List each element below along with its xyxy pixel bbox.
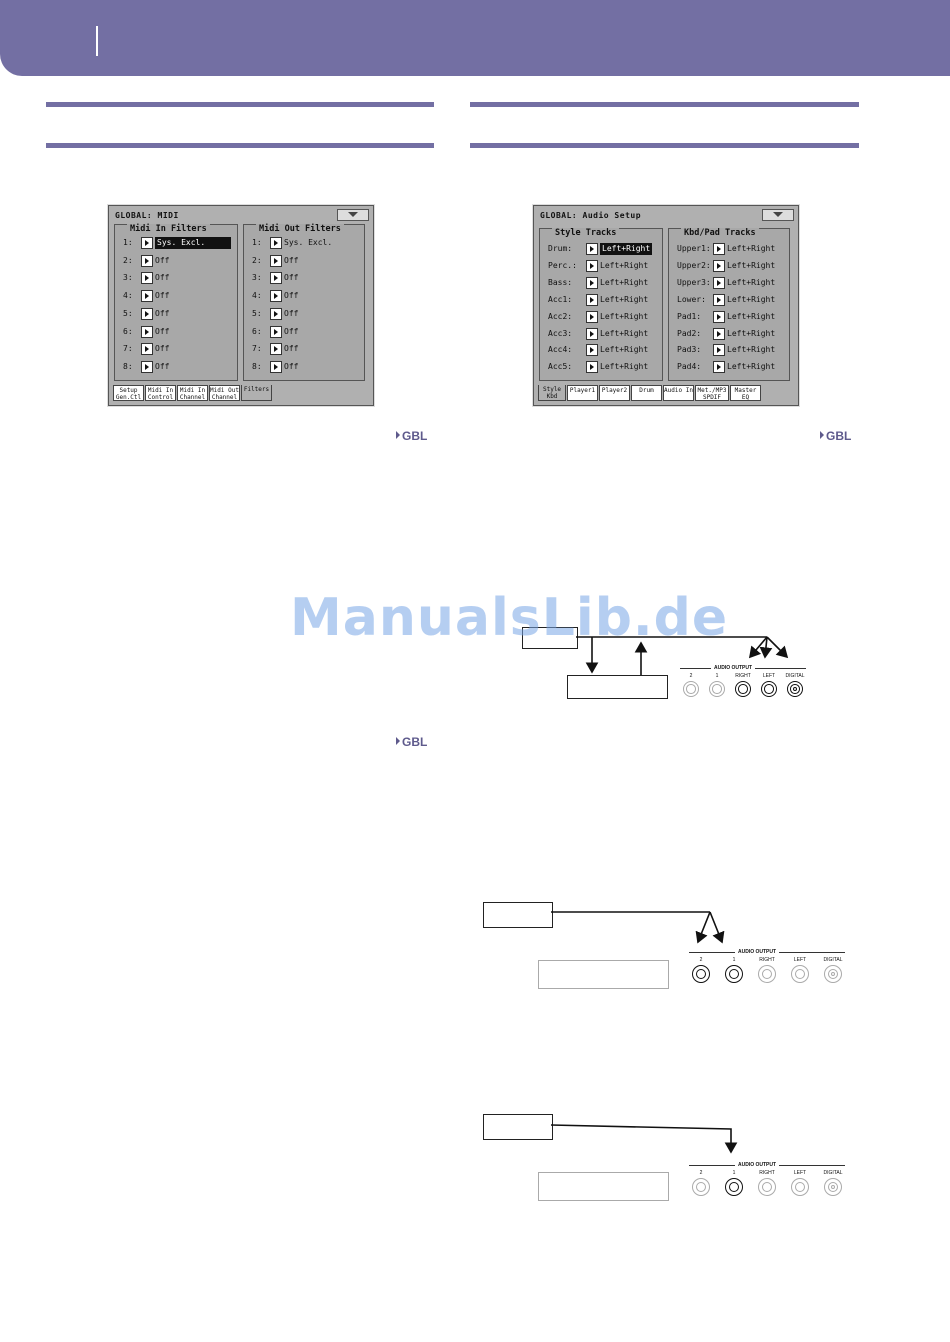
style-tracks-title: Style Tracks: [552, 228, 619, 238]
tab-label-line2: Kbd: [546, 393, 558, 400]
filter-value[interactable]: Off: [155, 273, 170, 283]
filter-value[interactable]: Sys. Excl.: [284, 238, 333, 247]
filter-value[interactable]: Off: [284, 308, 299, 318]
filter-number: 3:: [252, 273, 262, 283]
jack-label: RIGHT: [759, 957, 775, 963]
track-output-value[interactable]: Left+Right: [600, 362, 649, 372]
filter-number: 1:: [123, 238, 133, 247]
tab-label: Setup: [119, 387, 138, 394]
tab-label-line2: EQ: [741, 394, 750, 401]
track-output-value[interactable]: Left+Right: [600, 345, 649, 355]
output-jack-icon: [791, 1178, 809, 1196]
jack-label: LEFT: [793, 957, 807, 963]
track-label: Upper3:: [677, 277, 711, 287]
filter-value[interactable]: Off: [284, 326, 299, 336]
filter-value[interactable]: Off: [284, 291, 299, 301]
track-output-value[interactable]: Left+Right: [727, 244, 776, 253]
jack-label: 1: [715, 673, 719, 679]
filter-number: 6:: [252, 326, 262, 336]
filter-number: 8:: [123, 361, 133, 371]
jack-inner-ring: [795, 1182, 806, 1193]
tab-label-line2: Channel: [179, 394, 206, 401]
jack-label: DIGITAL: [823, 957, 843, 963]
kbd-pad-tracks-title: Kbd/Pad Tracks: [681, 228, 759, 238]
jack-label: RIGHT: [735, 673, 751, 679]
filter-value[interactable]: Off: [284, 273, 299, 283]
tab-label: Style: [542, 386, 562, 393]
jack-label: 2: [689, 673, 693, 679]
track-output-value[interactable]: Left+Right: [602, 244, 651, 253]
track-output-value[interactable]: Left+Right: [600, 277, 649, 287]
track-label: Pad1:: [677, 311, 702, 321]
jack-label: 1: [732, 957, 736, 963]
jack-label: 2: [699, 957, 703, 963]
watermark: ManualsLib.de: [290, 588, 729, 648]
jack-label: DIGITAL: [785, 673, 805, 679]
tab-label: Midi In: [147, 387, 174, 394]
audio-output-panel: [689, 1161, 861, 1201]
filter-value[interactable]: Off: [155, 344, 170, 354]
track-label: Pad3:: [677, 345, 702, 355]
digital-output-jack-icon: [824, 1178, 842, 1196]
tab-label: Audio In: [664, 387, 693, 394]
gbl-tag-text: GBL: [826, 429, 852, 443]
filter-value[interactable]: Off: [155, 361, 170, 371]
jack-inner-ring: [696, 1182, 707, 1193]
track-label: Acc3:: [548, 328, 573, 338]
filter-value[interactable]: Off: [284, 344, 299, 354]
track-label: Perc.:: [548, 260, 577, 270]
track-output-value[interactable]: Left+Right: [727, 311, 776, 321]
jack-label: 1: [732, 1170, 736, 1176]
output-jack-icon: [692, 1178, 710, 1196]
track-output-value[interactable]: Left+Right: [727, 345, 776, 355]
tab-label: Drum: [639, 387, 654, 394]
track-output-value[interactable]: Left+Right: [600, 328, 649, 338]
midi-in-panel-title: Midi In Filters: [127, 224, 210, 234]
filter-value[interactable]: Off: [155, 308, 170, 318]
filter-value[interactable]: Off: [284, 255, 299, 265]
tab-label: Filters: [243, 386, 270, 393]
filter-number: 2:: [123, 255, 133, 265]
tab-label-line2: Control: [147, 394, 174, 401]
tab-label-line2: Gen.Ctl: [115, 394, 142, 401]
midi-screen-title: GLOBAL: MIDI: [115, 211, 179, 220]
output-jack-icon: [725, 1178, 743, 1196]
filter-number: 6:: [123, 326, 133, 336]
track-output-value[interactable]: Left+Right: [727, 362, 776, 372]
tab-label: Player1: [569, 387, 596, 394]
filter-value[interactable]: Sys. Excl.: [155, 237, 231, 249]
track-output-value[interactable]: Left+Right: [727, 260, 776, 270]
tab-label: Met./MP3: [697, 387, 727, 394]
audio-screen-title: GLOBAL: Audio Setup: [540, 211, 642, 220]
jack-label: LEFT: [793, 1170, 807, 1176]
track-label: Upper1:: [677, 244, 711, 253]
filter-number: 7:: [252, 344, 262, 354]
track-output-value[interactable]: Left+Right: [600, 311, 649, 321]
track-label: Drum:: [548, 244, 573, 253]
filter-value[interactable]: Off: [155, 326, 170, 336]
filter-value[interactable]: Off: [155, 291, 170, 301]
track-label: Pad4:: [677, 362, 702, 372]
jack-label: 2: [699, 1170, 703, 1176]
filter-number: 4:: [252, 291, 262, 301]
jack-label: DIGITAL: [823, 1170, 843, 1176]
gbl-tag-text: GBL: [402, 735, 428, 749]
jack-inner-ring: [762, 1182, 773, 1193]
jack-label: LEFT: [762, 673, 776, 679]
tab-label: Midi In: [179, 387, 206, 394]
track-output-value[interactable]: Left+Right: [727, 328, 776, 338]
track-label: Acc2:: [548, 311, 573, 321]
track-label: Bass:: [548, 277, 573, 287]
jack-label: RIGHT: [759, 1170, 775, 1176]
filter-number: 5:: [123, 308, 133, 318]
output-jack-icon: [758, 1178, 776, 1196]
tab-label-line2: SPDIF: [702, 394, 722, 401]
filter-number: 5:: [252, 308, 262, 318]
track-label: Lower:: [677, 294, 706, 304]
filter-number: 2:: [252, 255, 262, 265]
track-output-value[interactable]: Left+Right: [600, 294, 649, 304]
audio-output-label: AUDIO OUTPUT: [735, 1161, 779, 1169]
tab-label: Player2: [601, 387, 628, 394]
track-label: Upper2:: [677, 260, 711, 270]
track-output-value[interactable]: Left+Right: [727, 294, 776, 304]
filter-number: 8:: [252, 361, 262, 371]
filter-number: 7:: [123, 344, 133, 354]
filter-number: 3:: [123, 273, 133, 283]
track-label: Acc4:: [548, 345, 573, 355]
track-label: Acc5:: [548, 362, 573, 372]
jack-inner-ring: [729, 1182, 740, 1193]
track-label: Pad2:: [677, 328, 702, 338]
tab-label: Midi Out: [210, 387, 239, 394]
audio-output-label: AUDIO OUTPUT: [735, 948, 779, 956]
filter-number: 4:: [123, 291, 133, 301]
track-output-value[interactable]: Left+Right: [600, 260, 649, 270]
filter-number: 1:: [252, 238, 262, 247]
tab-label: Master: [734, 387, 757, 394]
track-label: Acc1:: [548, 294, 573, 304]
filter-value[interactable]: Off: [155, 255, 170, 265]
audio-output-label: AUDIO OUTPUT: [711, 664, 755, 672]
gbl-tag-text: GBL: [402, 429, 428, 443]
track-output-value[interactable]: Left+Right: [727, 277, 776, 287]
midi-out-panel-title: Midi Out Filters: [256, 224, 344, 234]
tab-label-line2: Channel: [211, 394, 238, 401]
filter-value[interactable]: Off: [284, 361, 299, 371]
